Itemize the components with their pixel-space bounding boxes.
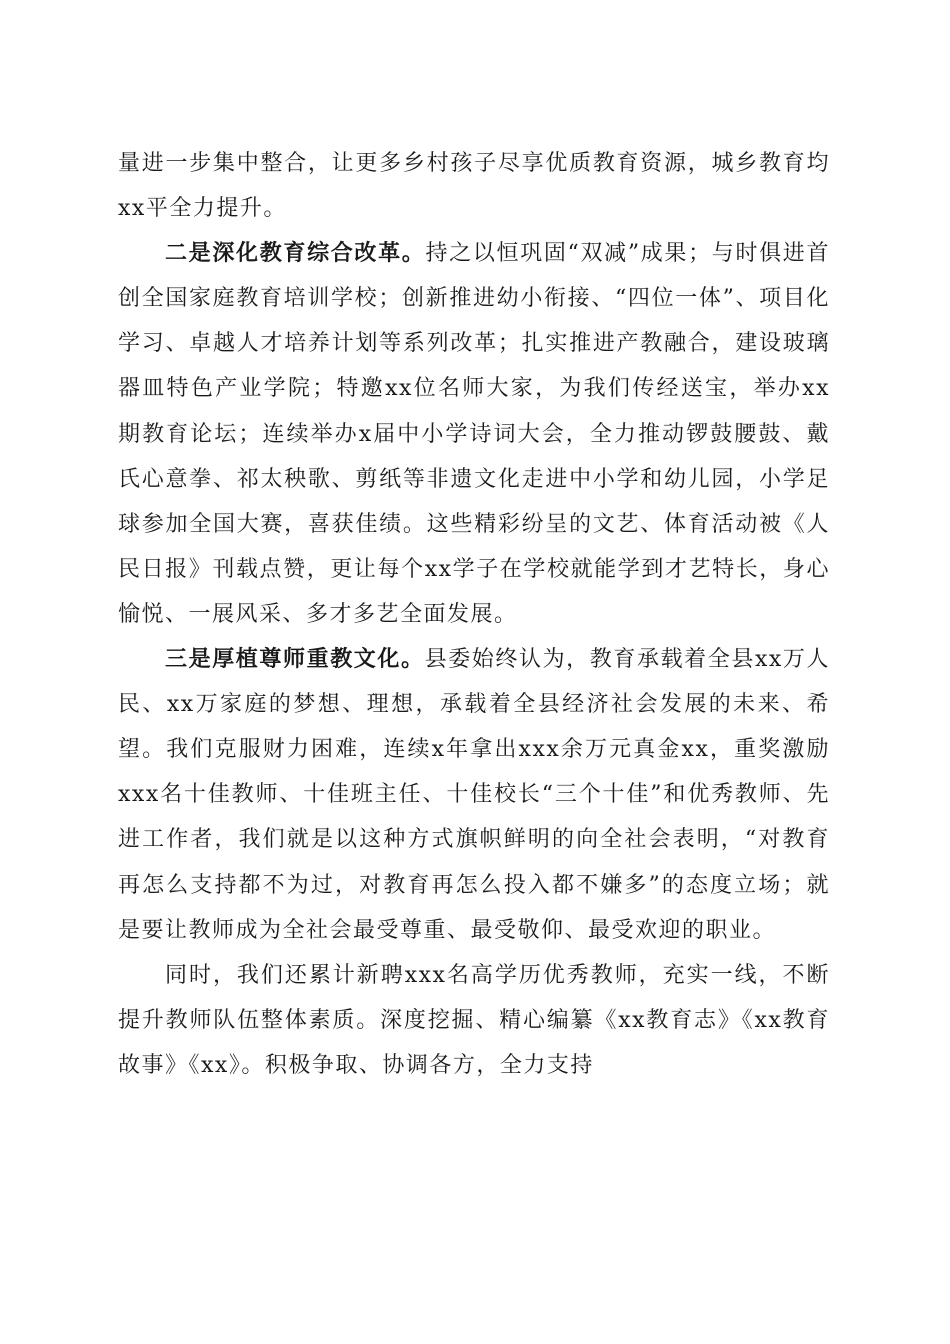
paragraph-lead-heading: 二是深化教育综合改革。: [165, 240, 426, 267]
paragraph-text: 量进一步集中整合，让更多乡村孩子尽享优质教育资源，城乡教育均xx平全力提升。: [118, 151, 830, 222]
paragraph-text: 县委始终认为，教育承载着全县xx万人民、xx万家庭的梦想、理想，承载着全县经济社会发展的未来、希望。我们克服财力困难，连续x年拿出xxx余万元真金xx，重奖激励xxx名十佳教师、十佳班主任、十佳校长“三个十佳”和优秀教师、先进工作者，我们就是以这种方式旗帜鲜明的向全社会表明，“对教育再怎么支持都不为过，对教育再怎么投入都不嫌多”的态度立场；就是要让教师成为全社会最受尊重、最受敬仰、最受欢迎的职业。: [118, 647, 830, 943]
paragraph-teacher-respect: [118, 637, 830, 953]
document-body: [118, 141, 830, 1088]
paragraph-new-teachers: [118, 953, 830, 1088]
paragraph-continuation: [118, 141, 830, 231]
paragraph-lead-heading: 三是厚植尊师重教文化。: [165, 646, 425, 673]
paragraph-text: 持之以恒巩固“双减”成果；与时俱进首创全国家庭教育培训学校；创新推进幼小衔接、“四位一体”、项目化学习、卓越人才培养计划等系列改革；扎实推进产教融合，建设玻璃器皿特色产业学院；特邀xx位名师大家，为我们传经送宝，举办xx期教育论坛；连续举办x届中小学诗词大会，全力推动锣鼓腰鼓、戴氏心意拳、祁太秧歌、剪纸等非遗文化走进中小学和幼儿园，小学足球参加全国大赛，喜获佳绩。这些精彩纷呈的文艺、体育活动被《人民日报》刊载点赞，更让每个xx学子在学校就能学到才艺特长，身心愉悦、一展风采、多才多艺全面发展。: [118, 241, 830, 627]
paragraph-education-reform: [118, 231, 830, 637]
paragraph-text: 同时，我们还累计新聘xxx名高学历优秀教师，充实一线，不断提升教师队伍整体素质。深度挖掘、精心编纂《xx教育志》《xx教育故事》《xx》。积极争取、协调各方，全力支持: [118, 962, 830, 1078]
